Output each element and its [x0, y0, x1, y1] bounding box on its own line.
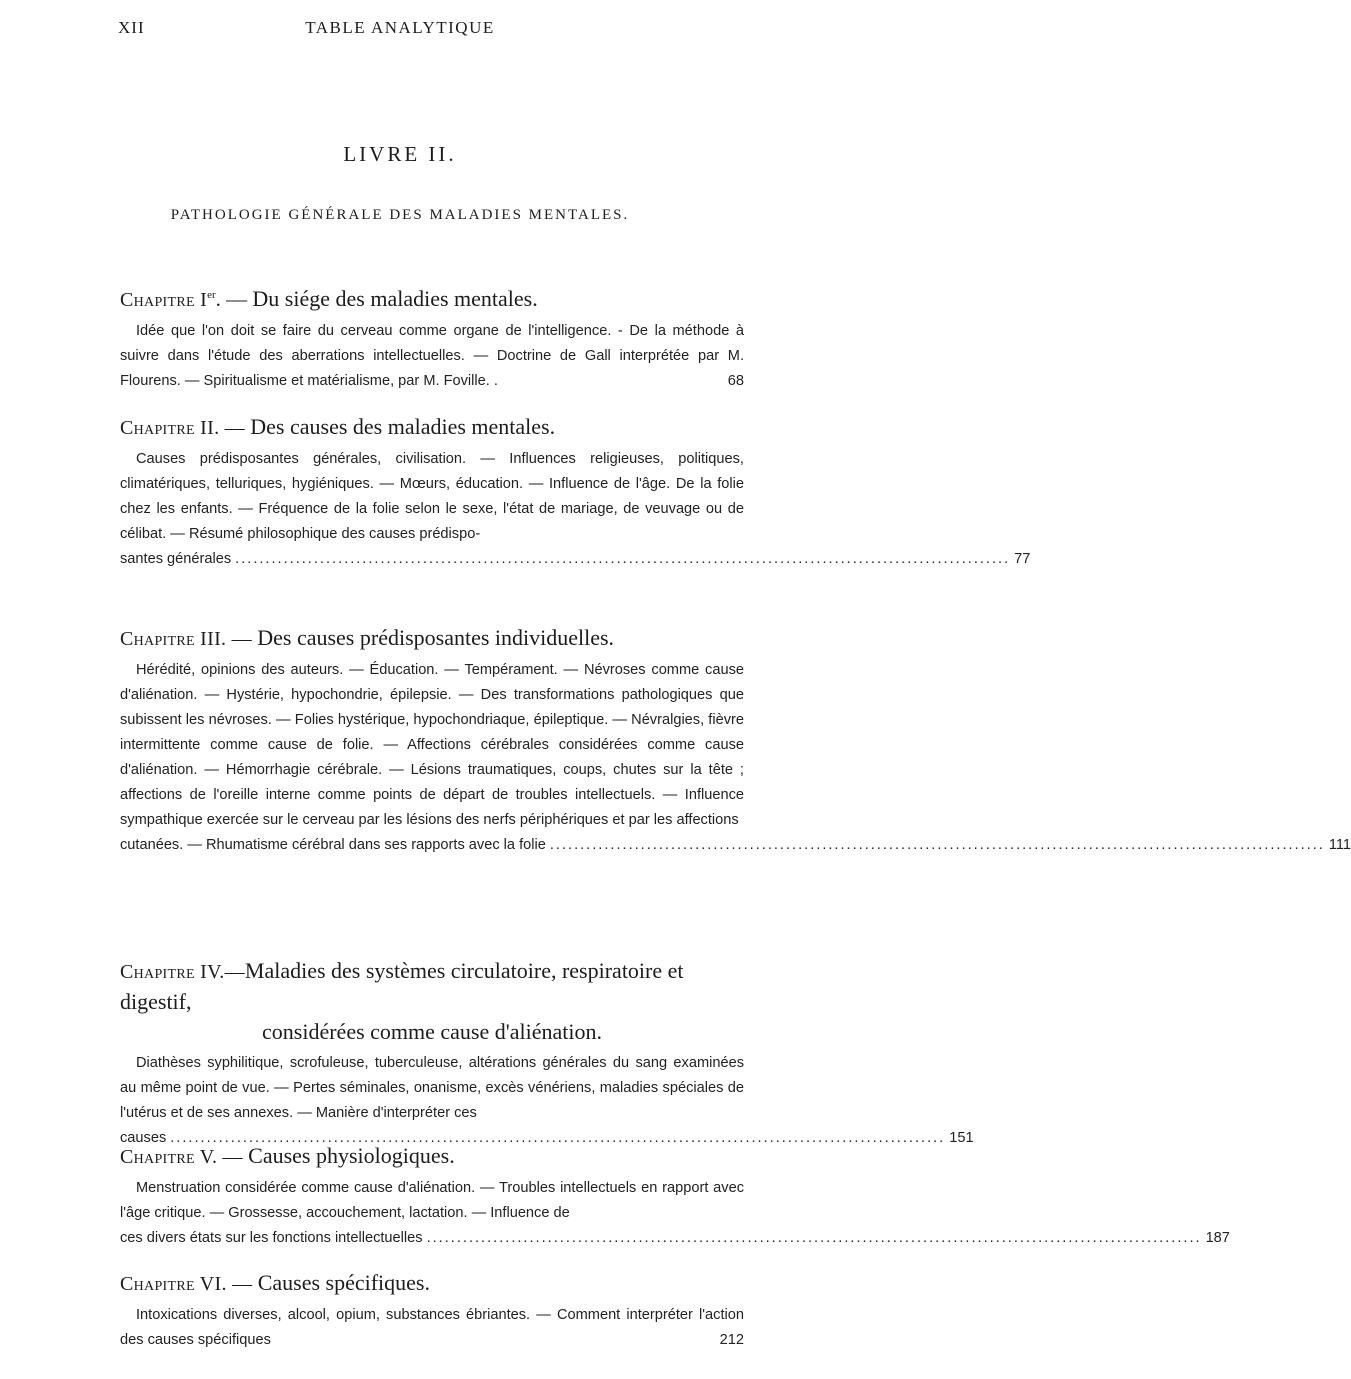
chapter-2: [120, 412, 1031, 572]
summary-text: Idée que l'on doit se faire du cerveau comme organe de l'intelligence. - De la méthode à suivre dans l'étude des aberrations intellectuelles. — Doctrine de Gall interprétée par M. Flourens. — Spiritualisme et matérialisme, par M. Foville. .: [120, 323, 744, 389]
summary-last-line: santes générales: [120, 551, 232, 567]
book-subtitle: PATHOLOGIE GÉNÉRALE DES MALADIES MENTALES.: [170, 207, 630, 223]
toc-leader-line: [120, 1226, 1230, 1251]
summary-text: Diathèses syphilitique, scrofuleuse, tuberculeuse, altérations générales du sang examinées au même point de vue. — Pertes séminales, onanisme, excès vénériens, maladies spéciales de l'utérus et de ses annexes. — Manière d'interpréter ces: [120, 1055, 744, 1121]
page-number: XII: [118, 18, 145, 37]
chapter-label: Chapitre III. —: [120, 628, 258, 650]
chapter-3: [120, 623, 1351, 858]
chapter-title-line2: considérées comme cause d'aliénation.: [262, 1019, 602, 1044]
chapter-label-sup: er: [207, 289, 216, 301]
chapter-summary: [120, 658, 1351, 858]
dot-leader: ................................................................................................................................: [235, 551, 1011, 567]
chapter-label: Chapitre VI. —: [120, 1273, 258, 1295]
chapter-heading: [120, 1268, 744, 1299]
book-title: LIVRE II.: [343, 142, 457, 166]
summary-last-line: ces divers états sur les fonctions intellectuelles: [120, 1230, 423, 1246]
page-reference: 68: [727, 373, 744, 389]
summary-text: Intoxications diverses, alcool, opium, substances ébriantes. — Comment interpréter l'action des causes spécifiques: [120, 1307, 744, 1348]
running-title: TABLE ANALYTIQUE: [305, 18, 495, 37]
chapter-summary: [120, 1176, 1230, 1251]
chapter-summary: [120, 319, 744, 394]
toc-leader-line: [120, 833, 1351, 858]
chapter-heading: [120, 623, 744, 654]
page-reference: 111: [1328, 837, 1351, 853]
chapter-label-suffix: . —: [215, 287, 253, 311]
chapter-1: [120, 280, 744, 394]
summary-text: Hérédité, opinions des auteurs. — Éducation. — Tempérament. — Névroses comme cause d'aliénation. — Hystérie, hypochondrie, épilepsie. — Des transformations pathologiques que subissent les névroses. — Folies hystérique, hypochondriaque, épileptique. — Névralgies, fièvre intermittente comme cause de folie. — Affections cérébrales considérées comme cause d'aliénation. — Hémorrhagie cérébrale. — Lésions traumatiques, coups, chutes sur la tête ; affections de l'oreille interne comme points de départ de troubles intellectuels. — Influence sympathique exercée sur le cerveau par les lésions des nerfs périphériques et par les affections: [120, 662, 744, 828]
summary-text: Menstruation considérée comme cause d'aliénation. — Troubles intellectuels en rapport avec l'âge critique. — Grossesse, accouchement, lactation. — Influence de: [120, 1180, 744, 1221]
chapter-label: Chapitre I: [120, 289, 208, 311]
chapter-label: Chapitre II. —: [120, 417, 251, 439]
summary-text: Causes prédisposantes générales, civilisation. — Influences religieuses, politiques, climatériques, telluriques, hygiéniques. — Mœurs, éducation. — Influence de l'âge. De la folie chez les enfants. — Fréquence de la folie selon le sexe, l'état de mariage, de veuvage ou de célibat. — Résumé philosophique des causes prédispo-: [120, 451, 744, 542]
chapter-label: Chapitre V. —: [120, 1146, 249, 1168]
page-reference: 212: [719, 1332, 744, 1348]
chapter-summary: [120, 447, 1031, 572]
chapter-title: Causes spécifiques.: [257, 1270, 430, 1295]
running-head: [0, 18, 800, 48]
summary-last-line: cutanées. — Rhumatisme cérébral dans ses rapports avec la folie: [120, 837, 546, 853]
chapter-heading: [120, 280, 744, 315]
chapter-title: Des causes des maladies mentales.: [250, 414, 556, 439]
chapter-heading: [120, 1141, 744, 1172]
chapter-title: Maladies des systèmes circulatoire, respiratoire et digestif,: [120, 958, 684, 1014]
dot-leader: ................................................................................................................................: [170, 1130, 946, 1146]
chapter-label: Chapitre IV.—: [120, 961, 245, 983]
page-reference: 187: [1205, 1230, 1230, 1246]
summary-last-line: causes: [120, 1130, 167, 1146]
chapter-summary: [120, 1051, 974, 1151]
chapter-title: Causes physiologiques.: [248, 1143, 455, 1168]
chapter-6: [120, 1268, 744, 1353]
chapter-heading: [120, 412, 744, 443]
chapter-heading: [120, 956, 744, 1047]
page-reference: 77: [1014, 551, 1031, 567]
chapter-4: [120, 956, 974, 1151]
dot-leader: ................................................................................................................................: [426, 1230, 1202, 1246]
chapter-title: Du siége des maladies mentales.: [252, 286, 538, 311]
chapter-5: [120, 1141, 1230, 1251]
page-reference: 151: [949, 1130, 974, 1146]
toc-leader-line: [120, 547, 1031, 572]
dot-leader: ................................................................................................................................: [549, 837, 1325, 853]
chapter-title: Des causes prédisposantes individuelles.: [257, 625, 615, 650]
chapter-summary: [120, 1303, 744, 1353]
